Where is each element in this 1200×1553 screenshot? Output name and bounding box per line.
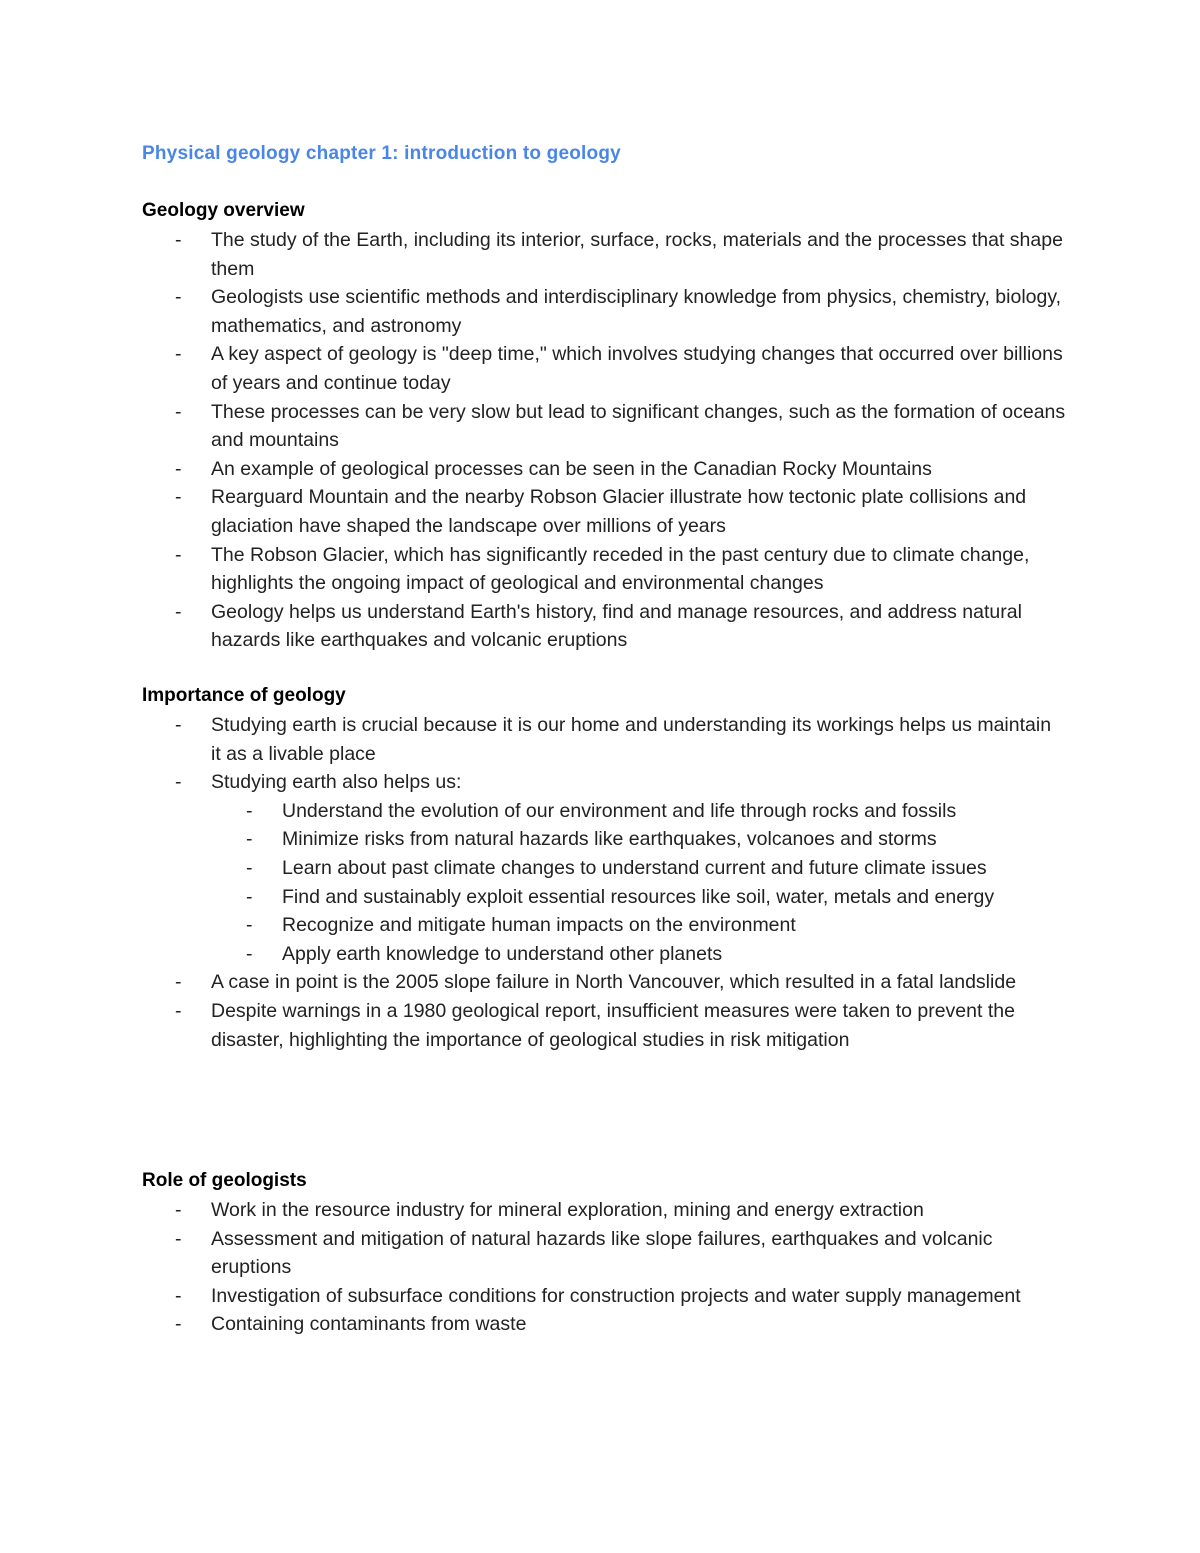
list-item-text: Understand the evolution of our environment and life through rocks and fossils [282, 799, 957, 822]
list-item-text: The study of the Earth, including its interior, surface, rocks, materials and the processes that shape them [211, 229, 1063, 280]
bullet-dash: - [175, 486, 182, 509]
bullet-dash: - [175, 457, 182, 480]
list-item-text: Learn about past climate changes to understand current and future climate issues [282, 856, 987, 879]
bullet-dash: - [175, 286, 182, 309]
list-item [0, 1196, 1066, 1225]
list-item-text: Work in the resource industry for mineral exploration, mining and energy extraction [211, 1199, 924, 1221]
sub-list-item [0, 825, 1017, 854]
list-item-text: Assessment and mitigation of natural hazards like slope failures, earthquakes and volcanic eruptions [211, 1227, 993, 1279]
list-item [0, 1310, 1066, 1339]
list-item-text: A case in point is the 2005 slope failure in North Vancouver, which resulted in a fatal landslide [211, 971, 1017, 994]
sub-list-item [0, 940, 1017, 969]
bullet-dash: - [175, 600, 182, 623]
list-item [0, 1225, 1066, 1282]
sub-list-item [0, 883, 1017, 912]
bullet-dash: - [175, 229, 182, 251]
list-item-text: A key aspect of geology is "deep time," which involves studying changes that occurred over billions of years and continue today [211, 343, 1063, 394]
list-item-text: Containing contaminants from waste [211, 1313, 527, 1336]
sub-list-item [0, 911, 1017, 940]
document-title: Physical geology chapter 1: introduction to geology [142, 143, 621, 164]
list-item-text: Geology helps us understand Earth's history, find and manage resources, and address natural hazards like earthquakes and volcanic eruptions [211, 600, 1022, 652]
bullet-dash: - [175, 714, 182, 736]
bullet-dash: - [175, 343, 182, 366]
list-item-text: Recognize and mitigate human impacts on the environment [282, 914, 796, 937]
list-item [0, 711, 1066, 768]
list-item [0, 483, 1066, 540]
bullet-dash: - [246, 828, 253, 851]
list-item-text: Geologists use scientific methods and interdisciplinary knowledge from physics, chemistry, biology, mathematics, and astronomy [211, 286, 1062, 337]
bullet-dash: - [175, 771, 182, 794]
list-item-text: Investigation of subsurface conditions for construction projects and water supply management [211, 1284, 1021, 1307]
bullet-dash: - [175, 1284, 182, 1307]
list-item [0, 968, 1066, 997]
bullet-list [0, 226, 1200, 655]
bullet-dash: - [246, 942, 253, 965]
bullet-dash: - [175, 999, 182, 1022]
list-item [0, 1282, 1066, 1311]
bullet-dash: - [175, 1313, 182, 1336]
sub-list-item [0, 854, 1017, 883]
list-item-text: Rearguard Mountain and the nearby Robson Glacier illustrate how tectonic plate collisions and glaciation have shaped the landscape over millions of years [211, 486, 1027, 537]
bullet-dash: - [246, 914, 253, 937]
list-item-text: Find and sustainably exploit essential resources like soil, water, metals and energy [282, 885, 995, 908]
bullet-dash: - [246, 799, 253, 822]
list-item [0, 283, 1066, 340]
list-item-text: Minimize risks from natural hazards like earthquakes, volcanoes and storms [282, 828, 937, 851]
section-heading: Importance of geology [142, 685, 346, 706]
list-item-text: These processes can be very slow but lead to significant changes, such as the formation of oceans and mountains [211, 400, 1066, 452]
list-item [0, 541, 1066, 598]
bullet-list [0, 711, 1200, 1054]
list-item [0, 398, 1066, 455]
list-item-text: Studying earth also helps us: [211, 771, 462, 794]
list-item-text: Despite warnings in a 1980 geological report, insufficient measures were taken to prevent the disaster, highlighting the importance of geological studies in risk mitigation [211, 999, 1015, 1051]
list-item-text: The Robson Glacier, which has significantly receded in the past century due to climate change, highlights the ongoing impact of geological and environmental changes [211, 543, 1030, 595]
bullet-list [0, 1196, 1200, 1339]
list-item [0, 226, 1066, 283]
bullet-dash: - [246, 885, 253, 908]
list-item [0, 455, 1066, 484]
list-item-text: An example of geological processes can be seen in the Canadian Rocky Mountains [211, 457, 932, 480]
list-item-text: Studying earth is crucial because it is our home and understanding its workings helps us maintain it as a livable place [211, 714, 1052, 765]
bullet-dash: - [175, 1227, 182, 1250]
list-item [0, 340, 1066, 397]
bullet-dash: - [175, 400, 182, 423]
list-item-text: Apply earth knowledge to understand other planets [282, 942, 723, 965]
list-item [0, 997, 1066, 1054]
section-heading: Geology overview [142, 200, 305, 221]
bullet-dash: - [175, 543, 182, 566]
bullet-dash: - [175, 1199, 182, 1221]
list-item [0, 768, 1066, 797]
bullet-dash: - [246, 856, 253, 879]
sub-list-item [0, 797, 1017, 826]
section-heading: Role of geologists [142, 1170, 307, 1191]
list-item [0, 598, 1066, 655]
bullet-dash: - [175, 971, 182, 994]
